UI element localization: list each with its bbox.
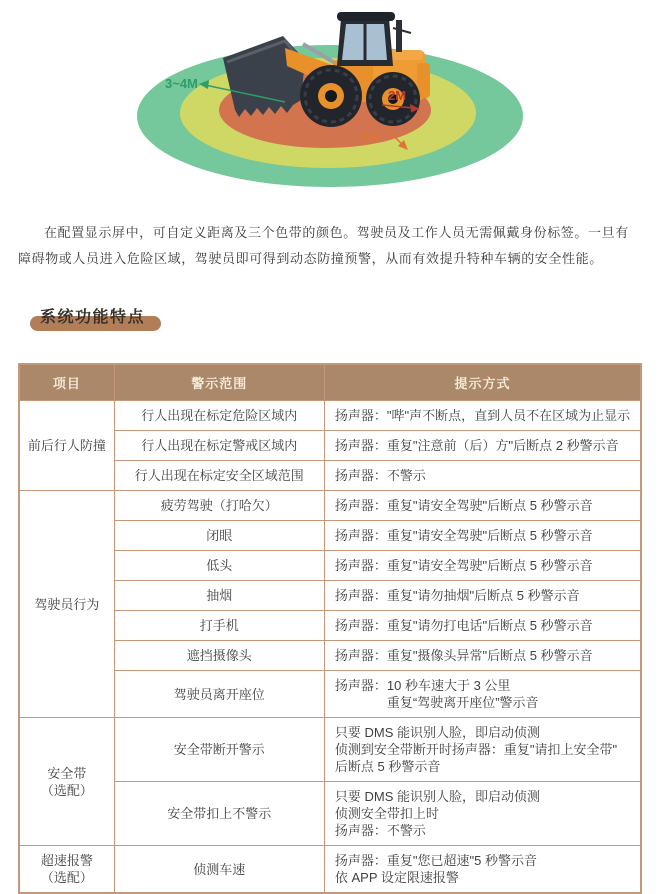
middle-zone-distance-label: 3M (361, 130, 380, 145)
feature-table-container (18, 363, 642, 894)
section-title-text: 系统功能特点 (40, 309, 146, 326)
inner-zone-distance-label: 2M (388, 88, 407, 103)
column-header-alert-method: 提示方式 (324, 364, 641, 401)
outer-zone-distance-label: 3~4M (165, 76, 198, 91)
table-row (19, 846, 641, 894)
warning-range-cell: 疲劳驾驶（打哈欠） (114, 491, 324, 521)
warning-range-cell: 安全带扣上不警示 (114, 782, 324, 846)
feature-table (18, 363, 642, 894)
item-cell: 超速报警 （选配） (19, 846, 114, 894)
item-cell: 前后行人防撞 (19, 401, 114, 491)
warning-range-cell: 打手机 (114, 611, 324, 641)
alert-method-cell: 扬声器：重复"您已超速"5 秒警示音 依 APP 设定限速报警 (324, 846, 641, 894)
warning-range-cell: 抽烟 (114, 581, 324, 611)
warning-range-cell: 侦测车速 (114, 846, 324, 894)
alert-method-cell: 扬声器：10 秒车速大于 3 公里 重复“驾驶离开座位”警示音 (324, 671, 641, 718)
alert-method-cell: 扬声器：重复"请安全驾驶"后断点 5 秒警示音 (324, 551, 641, 581)
alert-method-cell: 扬声器：重复"请勿打电话"后断点 5 秒警示音 (324, 611, 641, 641)
warning-range-cell: 闭眼 (114, 521, 324, 551)
warning-range-cell: 驾驶员离开座位 (114, 671, 324, 718)
warning-range-cell: 遮挡摄像头 (114, 641, 324, 671)
item-cell: 安全带 （选配） (19, 718, 114, 846)
warning-range-cell: 行人出现在标定警戒区域内 (114, 431, 324, 461)
wheel-loader-zones-graphic (135, 8, 525, 190)
alert-method-cell: 扬声器："哔"声不断点，直到人员不在区域为止显示 (324, 401, 641, 431)
intro-paragraph: 在配置显示屏中，可自定义距离及三个色带的颜色。驾驶员及工作人员无需佩戴身份标签。一旦有障碍物或人员进入危险区域，驾驶员即可得到动态防撞预警，从而有效提升特种车辆的安全性能。 (18, 225, 629, 266)
column-header-warning-range: 警示范围 (114, 364, 324, 401)
table-header-row (19, 364, 641, 401)
alert-method-cell: 扬声器：重复"请勿抽烟"后断点 5 秒警示音 (324, 581, 641, 611)
table-row (19, 401, 641, 431)
alert-method-cell: 只要 DMS 能识别人脸，即启动侦测 侦测安全带扣上时 扬声器：不警示 (324, 782, 641, 846)
detection-zone-illustration (0, 0, 660, 190)
section-title (40, 304, 145, 327)
alert-method-cell: 扬声器：重复"请安全驾驶"后断点 5 秒警示音 (324, 491, 641, 521)
warning-range-cell: 安全带断开警示 (114, 718, 324, 782)
alert-method-cell: 扬声器：重复"摄像头异常"后断点 5 秒警示音 (324, 641, 641, 671)
item-cell: 驾驶员行为 (19, 491, 114, 718)
warning-range-cell: 低头 (114, 551, 324, 581)
alert-method-cell: 扬声器：重复"注意前（后）方"后断点 2 秒警示音 (324, 431, 641, 461)
column-header-item: 项目 (19, 364, 114, 401)
wheel-loader (223, 12, 430, 127)
table-row (19, 491, 641, 521)
warning-range-cell: 行人出现在标定安全区域范围 (114, 461, 324, 491)
feature-table-body (19, 401, 641, 894)
warning-range-cell: 行人出现在标定危险区域内 (114, 401, 324, 431)
alert-method-cell: 扬声器：重复"请安全驾驶"后断点 5 秒警示音 (324, 521, 641, 551)
alert-method-cell: 只要 DMS 能识别人脸，即启动侦测 侦测到安全带断开时扬声器：重复"请扣上安全带" 后断点 5 秒警示音 (324, 718, 641, 782)
alert-method-cell: 扬声器：不警示 (324, 461, 641, 491)
table-row (19, 718, 641, 782)
